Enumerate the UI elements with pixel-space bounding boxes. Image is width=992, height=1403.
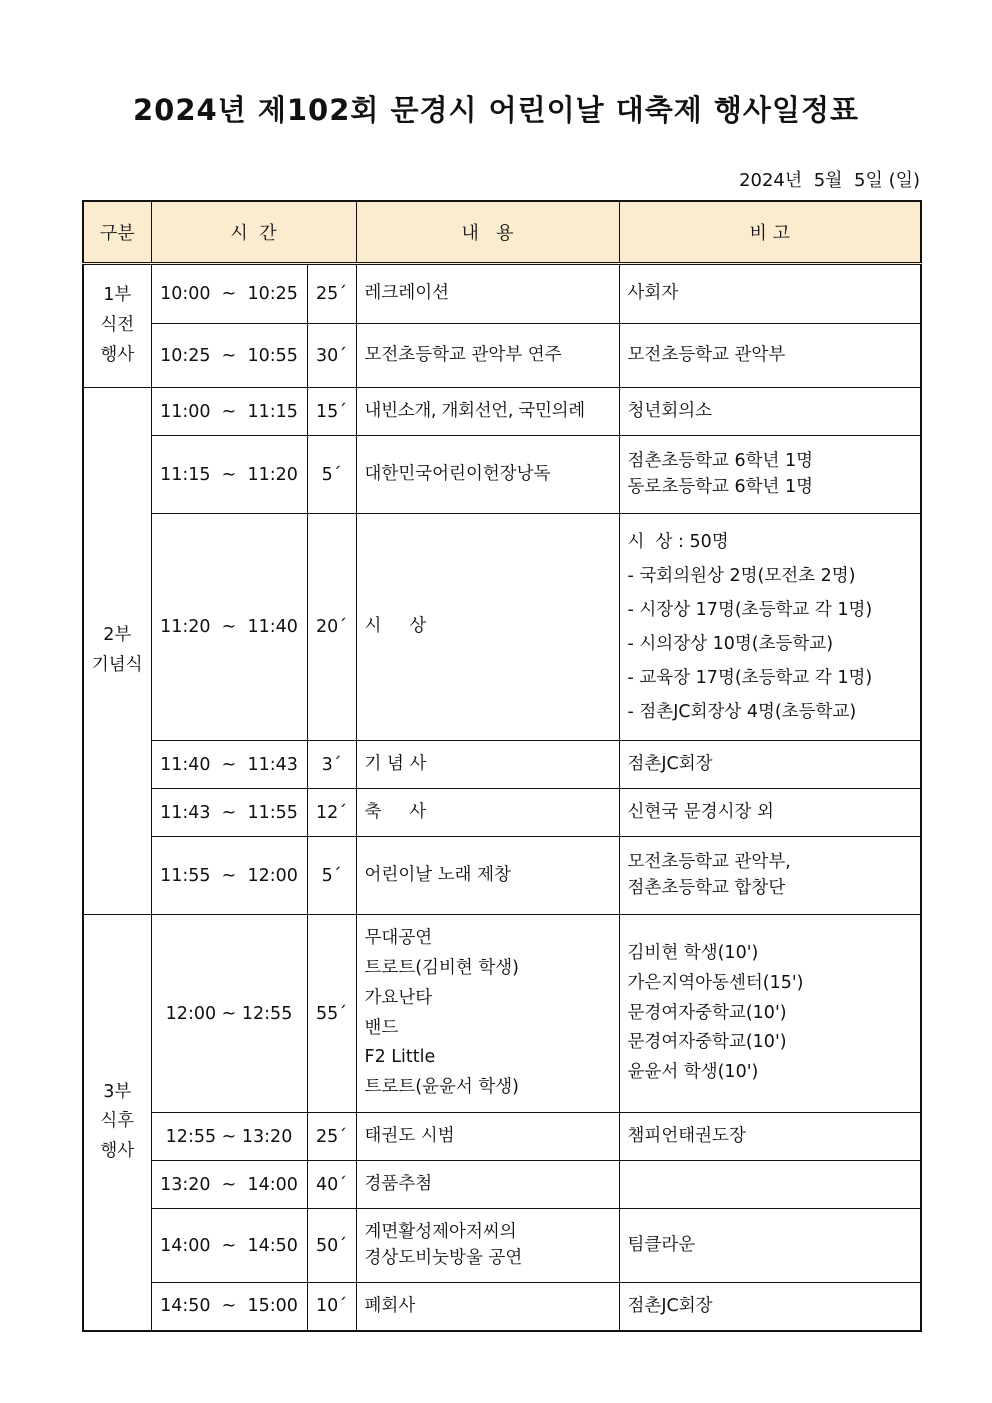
duration-cell: 30´ bbox=[307, 324, 356, 388]
content-cell: 어린이날 노래 제창 bbox=[356, 837, 619, 915]
duration-cell: 50´ bbox=[307, 1209, 356, 1283]
table-row bbox=[83, 1209, 921, 1283]
table-row bbox=[83, 514, 921, 741]
time-cell: 10:00 ~ 10:25 bbox=[151, 264, 307, 324]
content-cell: 레크레이션 bbox=[356, 264, 619, 324]
time-cell: 14:00 ~ 14:50 bbox=[151, 1209, 307, 1283]
content-cell: 시 상 bbox=[356, 514, 619, 741]
content-cell: 축 사 bbox=[356, 789, 619, 837]
time-cell: 11:15 ~ 11:20 bbox=[151, 436, 307, 514]
section-label-part1: 1부 식전 행사 bbox=[83, 264, 151, 388]
duration-cell: 12´ bbox=[307, 789, 356, 837]
duration-cell: 25´ bbox=[307, 264, 356, 324]
duration-cell: 25´ bbox=[307, 1113, 356, 1161]
event-date: 2024년 5월 5일 (일) bbox=[739, 170, 920, 191]
page-title: 2024년 제102회 문경시 어린이날 대축제 행사일정표 bbox=[133, 93, 859, 127]
schedule-table bbox=[82, 200, 922, 1332]
duration-cell: 55´ bbox=[307, 915, 356, 1113]
content-cell: 무대공연 트로트(김비현 학생) 가요난타 밴드 F2 Little 트로트(윤윤서 학생) bbox=[356, 915, 619, 1113]
content-cell: 대한민국어린이헌장낭독 bbox=[356, 436, 619, 514]
duration-cell: 5´ bbox=[307, 436, 356, 514]
time-cell: 13:20 ~ 14:00 bbox=[151, 1161, 307, 1209]
content-cell: 내빈소개, 개회선언, 국민의례 bbox=[356, 388, 619, 436]
header-section: 구분 bbox=[83, 201, 151, 264]
table-row bbox=[83, 388, 921, 436]
duration-cell: 15´ bbox=[307, 388, 356, 436]
note-cell: 김비현 학생(10') 가은지역아동센터(15') 문경여자중학교(10') 문경여자중학교(10') 윤윤서 학생(10') bbox=[619, 915, 921, 1113]
content-cell: 태권도 시범 bbox=[356, 1113, 619, 1161]
note-cell: 신현국 문경시장 외 bbox=[619, 789, 921, 837]
time-cell: 11:00 ~ 11:15 bbox=[151, 388, 307, 436]
note-cell: 모전초등학교 관악부, 점촌초등학교 합창단 bbox=[619, 837, 921, 915]
table-row bbox=[83, 915, 921, 1113]
note-cell: 청년회의소 bbox=[619, 388, 921, 436]
table-row bbox=[83, 436, 921, 514]
table-row bbox=[83, 741, 921, 789]
note-cell: 팀클라운 bbox=[619, 1209, 921, 1283]
content-cell: 모전초등학교 관악부 연주 bbox=[356, 324, 619, 388]
note-cell: 사회자 bbox=[619, 264, 921, 324]
note-cell: 점촌JC회장 bbox=[619, 1283, 921, 1331]
time-cell: 11:20 ~ 11:40 bbox=[151, 514, 307, 741]
table-row bbox=[83, 1283, 921, 1331]
header-content: 내 용 bbox=[356, 201, 619, 264]
duration-cell: 3´ bbox=[307, 741, 356, 789]
header-note: 비 고 bbox=[619, 201, 921, 264]
section-label-part2: 2부 기념식 bbox=[83, 388, 151, 915]
duration-cell: 10´ bbox=[307, 1283, 356, 1331]
time-cell: 11:43 ~ 11:55 bbox=[151, 789, 307, 837]
note-cell: 점촌초등학교 6학년 1명 동로초등학교 6학년 1명 bbox=[619, 436, 921, 514]
note-cell: 시 상 : 50명 - 국회의원상 2명(모전초 2명) - 시장상 17명(초등학교 각 1명) - 시의장상 10명(초등학교) - 교육장 17명(초등학교 각 1명) - 점촌JC회장상 4명(초등학교) bbox=[619, 514, 921, 741]
duration-cell: 40´ bbox=[307, 1161, 356, 1209]
time-cell: 11:40 ~ 11:43 bbox=[151, 741, 307, 789]
note-cell: 챔피언태권도장 bbox=[619, 1113, 921, 1161]
header-time: 시 간 bbox=[151, 201, 356, 264]
table-row bbox=[83, 1113, 921, 1161]
duration-cell: 5´ bbox=[307, 837, 356, 915]
time-cell: 10:25 ~ 10:55 bbox=[151, 324, 307, 388]
content-cell: 폐회사 bbox=[356, 1283, 619, 1331]
content-cell: 기 념 사 bbox=[356, 741, 619, 789]
table-row bbox=[83, 1161, 921, 1209]
table-row bbox=[83, 324, 921, 388]
table-row bbox=[83, 789, 921, 837]
table-row bbox=[83, 837, 921, 915]
note-cell: 점촌JC회장 bbox=[619, 741, 921, 789]
section-label-part3: 3부 식후 행사 bbox=[83, 915, 151, 1331]
time-cell: 14:50 ~ 15:00 bbox=[151, 1283, 307, 1331]
table-row bbox=[83, 264, 921, 324]
time-cell: 12:00 ~ 12:55 bbox=[151, 915, 307, 1113]
duration-cell: 20´ bbox=[307, 514, 356, 741]
content-cell: 계면활성제아저씨의 경상도비눗방울 공연 bbox=[356, 1209, 619, 1283]
note-cell: 모전초등학교 관악부 bbox=[619, 324, 921, 388]
time-cell: 12:55 ~ 13:20 bbox=[151, 1113, 307, 1161]
time-cell: 11:55 ~ 12:00 bbox=[151, 837, 307, 915]
content-cell: 경품추첨 bbox=[356, 1161, 619, 1209]
note-cell bbox=[619, 1161, 921, 1209]
table-header-row bbox=[83, 201, 921, 264]
